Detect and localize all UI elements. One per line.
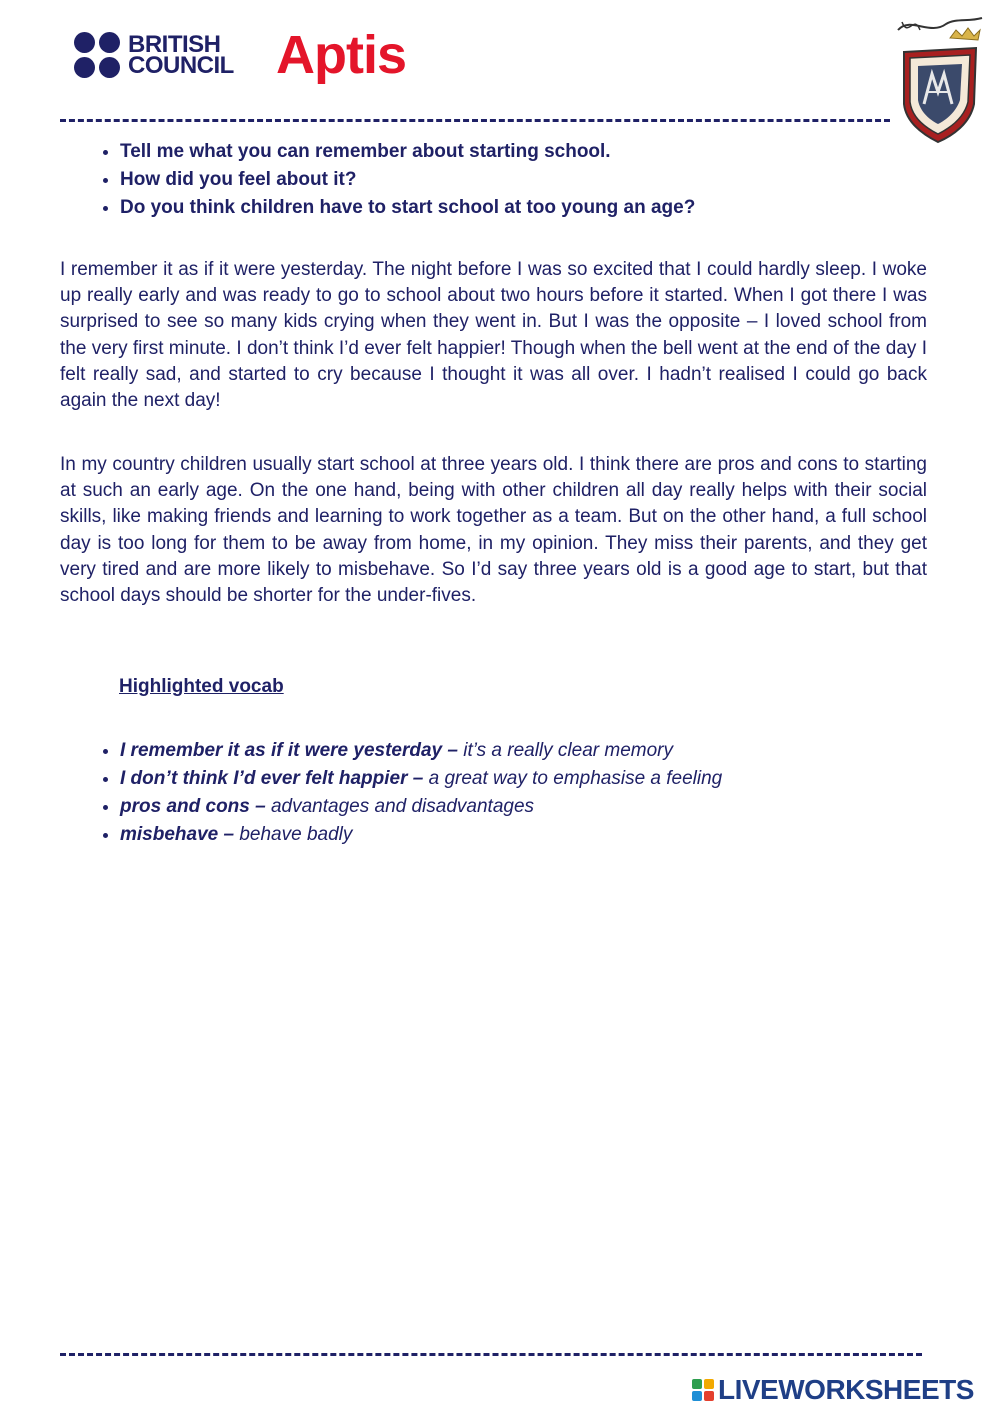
vocab-definition: it’s a really clear memory — [463, 740, 673, 761]
aptis-logo: Aptis — [276, 25, 406, 85]
answer-paragraph-2: In my country children usually start school at three years old. I think there are pros and cons to starting at such an early age. On the one hand, being with other children all day really helps with their social skills, like making friends and learning to work together as a team. But on the other hand, a full school day is too long for them to be away from home, in my opinion. They miss their parents, and they get very tired and are more likely to misbehave. So I’d say three years old is a good age to start, but that school days should be shorter for the under-fives. — [60, 454, 927, 607]
liveworksheets-logo-icon — [692, 1379, 714, 1401]
vocab-definition: a great way to emphasise a feeling — [428, 768, 723, 789]
british-council-dots-icon — [74, 32, 120, 78]
british-council-logo — [74, 32, 234, 78]
vocab-definition: behave badly — [239, 824, 353, 845]
org-line-1: BRITISH — [128, 31, 221, 58]
vocab-term: pros and cons – — [120, 796, 266, 817]
vocab-term: I remember it as if it were yesterday – — [120, 740, 458, 761]
vocab-heading: Highlighted vocab — [119, 676, 284, 697]
vocab-definition: advantages and disadvantages — [270, 796, 535, 817]
vocab-term: misbehave – — [120, 824, 235, 845]
vocab-item — [120, 737, 980, 765]
vocab-list — [60, 737, 980, 849]
footer-divider — [60, 1353, 922, 1356]
answer-paragraph-1: I remember it as if it were yesterday. The night before I was so excited that I could hardly sleep. I woke up really early and was ready to go to school about two hours before it started. When I got there I was surprised to see so many kids crying when they went in. But I was the opposite – I loved school from the very first minute. I don’t think I’d ever felt happier! Though when the bell went at the end of the day I felt really sad, and started to cry because I thought it was all over. I hadn’t realised I could go back again the next day! — [60, 259, 927, 412]
question-item: • How did you feel about it? — [120, 166, 980, 194]
british-council-wordmark — [128, 31, 234, 79]
liveworksheets-wordmark: LIVEWORKSHEETS — [718, 1374, 974, 1405]
vocab-term: I don’t think I’d ever felt happier – — [120, 768, 424, 789]
montfort-crest-icon — [890, 8, 990, 148]
question-list — [60, 138, 980, 222]
org-line-2: COUNCIL — [128, 52, 234, 79]
question-item: • Do you think children have to start school at too young an age? — [120, 194, 980, 222]
vocab-item — [120, 821, 980, 849]
liveworksheets-watermark — [692, 1374, 974, 1406]
header-divider — [60, 119, 890, 122]
question-item: • Tell me what you can remember about starting school. — [120, 138, 980, 166]
vocab-item — [120, 793, 980, 821]
vocab-item — [120, 765, 980, 793]
